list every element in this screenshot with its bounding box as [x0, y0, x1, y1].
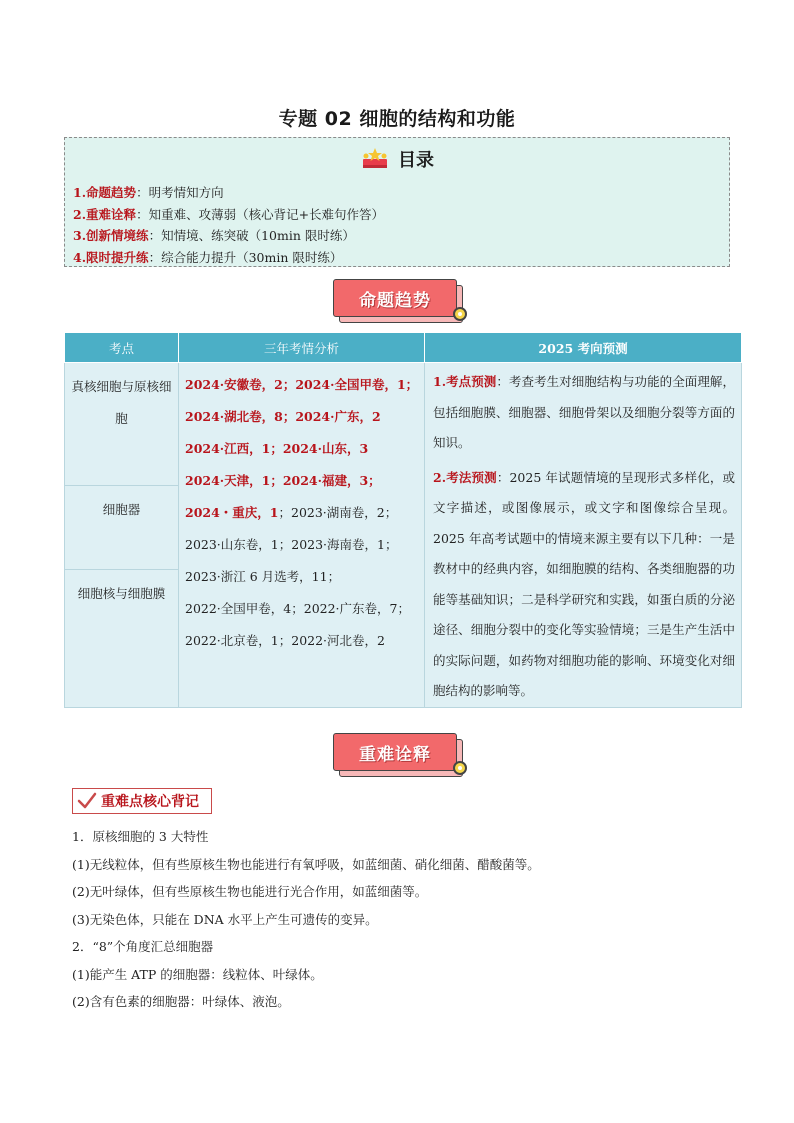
- forecast-paragraph: [433, 463, 735, 707]
- toc-item-lead: 3.创新情境练: [73, 228, 149, 243]
- body-line: (2)无叶绿体，但有些原核生物也能进行光合作用，如蓝细菌等。: [72, 884, 428, 899]
- banner-label: 命题趋势: [359, 290, 431, 311]
- toc-item: [73, 182, 384, 204]
- body-line: 1．原核细胞的 3 大特性: [72, 829, 209, 844]
- column-header-knowledge-point: 考点: [65, 333, 179, 363]
- history-line: 2024·湖北卷，8；2024·广东，2: [185, 409, 381, 424]
- difficulty-banner: [333, 733, 463, 777]
- toc-item: [73, 204, 384, 226]
- trend-banner: [333, 279, 463, 323]
- body-line: 2．“8”个角度汇总细胞器: [72, 939, 214, 954]
- page-title: 专题 02 细胞的结构和功能: [278, 108, 516, 130]
- column-header-history: 三年考情分析: [179, 333, 425, 363]
- toc-item-lead: 2.重难诠释: [73, 206, 137, 222]
- toc-item-lead: 4.限时提升练: [73, 249, 149, 265]
- history-line: 2024·天津，1；2024·福建，3；: [185, 473, 381, 488]
- ring-icon: [453, 307, 467, 321]
- forecast-paragraph: [433, 367, 735, 459]
- history-line: 2024·江西，1；2024·山东，3: [185, 441, 369, 456]
- toc-header: [65, 146, 729, 180]
- toc-item: [73, 247, 384, 269]
- forecast-lead: 1.考点预测: [433, 374, 497, 389]
- table-row: [65, 363, 742, 486]
- history-line: 2022·北京卷，1；2022·河北卷，2: [185, 633, 385, 648]
- key-points-tag-label: 重难点核心背记: [101, 794, 199, 810]
- history-line-highlight: 2024・重庆，1: [185, 505, 279, 520]
- history-line: [185, 497, 418, 529]
- banner-face: [333, 733, 457, 771]
- banner-face: [333, 279, 457, 317]
- exam-analysis-table: [64, 332, 742, 708]
- toc-title: 目录: [398, 150, 434, 171]
- banner-label: 重难诠释: [359, 744, 431, 765]
- toc-box: [64, 137, 730, 267]
- forecast-text: ：考查考生对细胞结构与功能的全面理解，包括细胞膜、细胞器、细胞骨架以及细胞分裂等方面的知识。: [433, 374, 735, 450]
- forecast-text: ：2025 年试题情境的呈现形式多样化，或文字描述，或图像展示，或文字和图像综合呈现。2025 年高考试题中的情境来源主要有以下几种：一是教材中的经典内容，如细胞膜的结构、各类细胞器的功能等基础知识；二是科学研究和实践，如蛋白质的分泌途径、细胞分裂中的变化等实验情境；三是生产生活中的实际问题，如药物对细胞功能的影响、环境变化对细胞结构的影响等。: [433, 469, 735, 698]
- key-points-tag: [72, 788, 212, 814]
- history-line: 2023·山东卷，1；2023·海南卷，1；: [185, 537, 398, 552]
- history-line: 2023·浙江 6 月选考，11；: [185, 569, 341, 584]
- history-cell: [179, 363, 425, 708]
- knowledge-point-cell: 细胞核与细胞膜: [65, 570, 179, 708]
- body-line: (1)无线粒体，但有些原核生物也能进行有氧呼吸，如蓝细菌、硝化细菌、醋酸菌等。: [72, 856, 540, 872]
- toc-item: [73, 225, 384, 247]
- crown-icon: [360, 147, 390, 171]
- toc-list: [73, 182, 384, 268]
- history-line: 2024·安徽卷，2；2024·全国甲卷，1；: [185, 377, 419, 392]
- toc-item-text: ：知重难、攻薄弱（核心背记+长难句作答）: [136, 206, 385, 222]
- history-line: 2022·全国甲卷，4；2022·广东卷，7；: [185, 601, 410, 616]
- knowledge-point-cell: 真核细胞与原核细胞: [65, 363, 179, 486]
- history-line-rest: ；2023·湖南卷，2；: [278, 505, 398, 520]
- knowledge-point-cell: 细胞器: [65, 486, 179, 570]
- key-points-body: [72, 823, 540, 1016]
- toc-item-text: ：知情境、练突破（10min 限时练）: [148, 228, 355, 243]
- table-header-row: [65, 333, 742, 363]
- toc-item-text: ：综合能力提升（30min 限时练）: [148, 249, 343, 265]
- body-line: (1)能产生 ATP 的细胞器：线粒体、叶绿体。: [72, 966, 323, 982]
- body-line: (2)含有色素的细胞器：叶绿体、液泡。: [72, 994, 290, 1009]
- column-header-forecast: 2025 考向预测: [425, 333, 742, 363]
- checkmark-icon: [77, 792, 97, 810]
- ring-icon: [453, 761, 467, 775]
- toc-item-lead: 1.命题趋势: [73, 185, 137, 200]
- forecast-lead: 2.考法预测: [433, 469, 497, 485]
- forecast-cell: [425, 363, 742, 708]
- body-line: (3)无染色体，只能在 DNA 水平上产生可遗传的变异。: [72, 911, 378, 927]
- toc-item-text: ：明考情知方向: [136, 185, 224, 200]
